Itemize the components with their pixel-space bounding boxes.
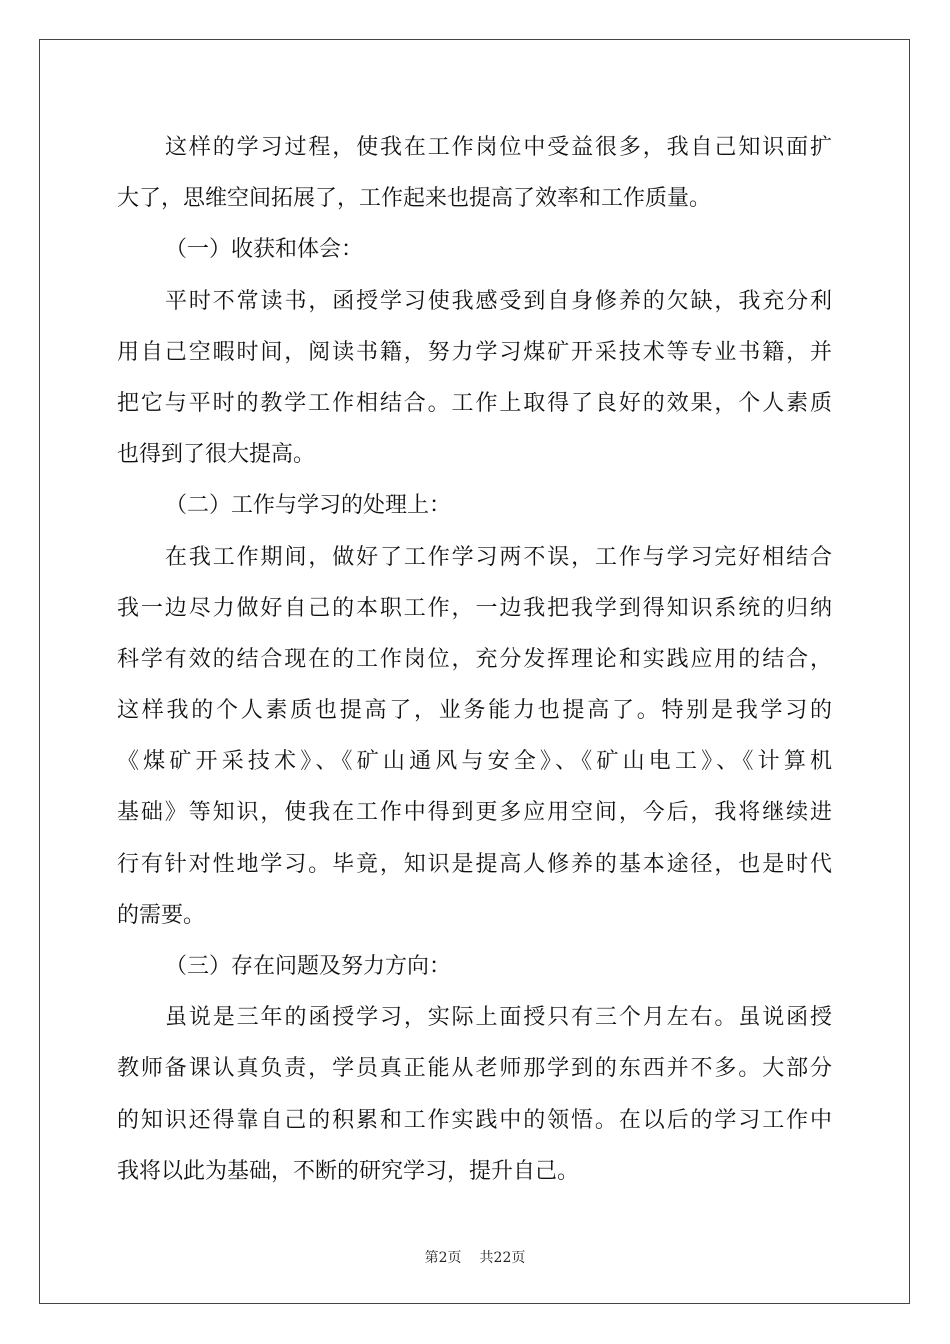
- page-footer: [0, 1247, 950, 1267]
- paragraph-line: 基础》等知识，使我在工作中得到更多应用空间，今后，我将继续进: [117, 800, 832, 826]
- paragraph-line: 我将以此为基础，不断的研究学习，提升自己。: [117, 1158, 580, 1184]
- paragraph-line: 这样我的个人素质也提高了，业务能力也提高了。特别是我学习的: [117, 698, 832, 724]
- paragraph-line: 科学有效的结合现在的工作岗位，充分发挥理论和实践应用的结合，: [117, 646, 832, 672]
- paragraph-line: 在我工作期间，做好了工作学习两不误，工作与学习完好相结合: [165, 544, 832, 570]
- document-body: [117, 122, 832, 1197]
- paragraph-line: 也得到了很大提高。: [117, 442, 316, 468]
- paragraph-line: 教师备课认真负责，学员真正能从老师那学到的东西并不多。大部分: [117, 1056, 832, 1082]
- section-heading: （二）工作与学习的处理上：: [165, 493, 452, 519]
- paragraph-line: 虽说是三年的函授学习，实际上面授只有三个月左右。虽说函授: [165, 1005, 832, 1031]
- paragraph-line: 把它与平时的教学工作相结合。工作上取得了良好的效果，个人素质: [117, 390, 832, 416]
- paragraph-line: 大了，思维空间拓展了，工作起来也提高了效率和工作质量。: [117, 186, 712, 212]
- section-heading: （三）存在问题及努力方向：: [165, 954, 452, 979]
- paragraph-line: 这样的学习过程，使我在工作岗位中受益很多，我自己知识面扩: [165, 135, 832, 160]
- page-total: 共22页: [479, 1250, 526, 1266]
- page-number: 第2页: [424, 1250, 462, 1266]
- paragraph-line: 的知识还得靠自己的积累和工作实践中的领悟。在以后的学习工作中: [117, 1107, 832, 1133]
- paragraph-line: 我一边尽力做好自己的本职工作，一边我把我学到得知识系统的归纳: [117, 595, 832, 621]
- paragraph-line: 平时不常读书，函授学习使我感受到自身修养的欠缺，我充分利: [165, 288, 832, 314]
- paragraph-line: 《煤矿开采技术》、《矿山通风与安全》、《矿山电工》、《计算机: [117, 749, 832, 775]
- paragraph-line: 行有针对性地学习。毕竟，知识是提高人修养的基本途径，也是时代: [117, 851, 832, 877]
- paragraph-line: 的需要。: [117, 902, 206, 928]
- paragraph-line: 用自己空暇时间，阅读书籍，努力学习煤矿开采技术等专业书籍，并: [117, 339, 832, 365]
- section-heading: （一）收获和体会：: [165, 237, 364, 263]
